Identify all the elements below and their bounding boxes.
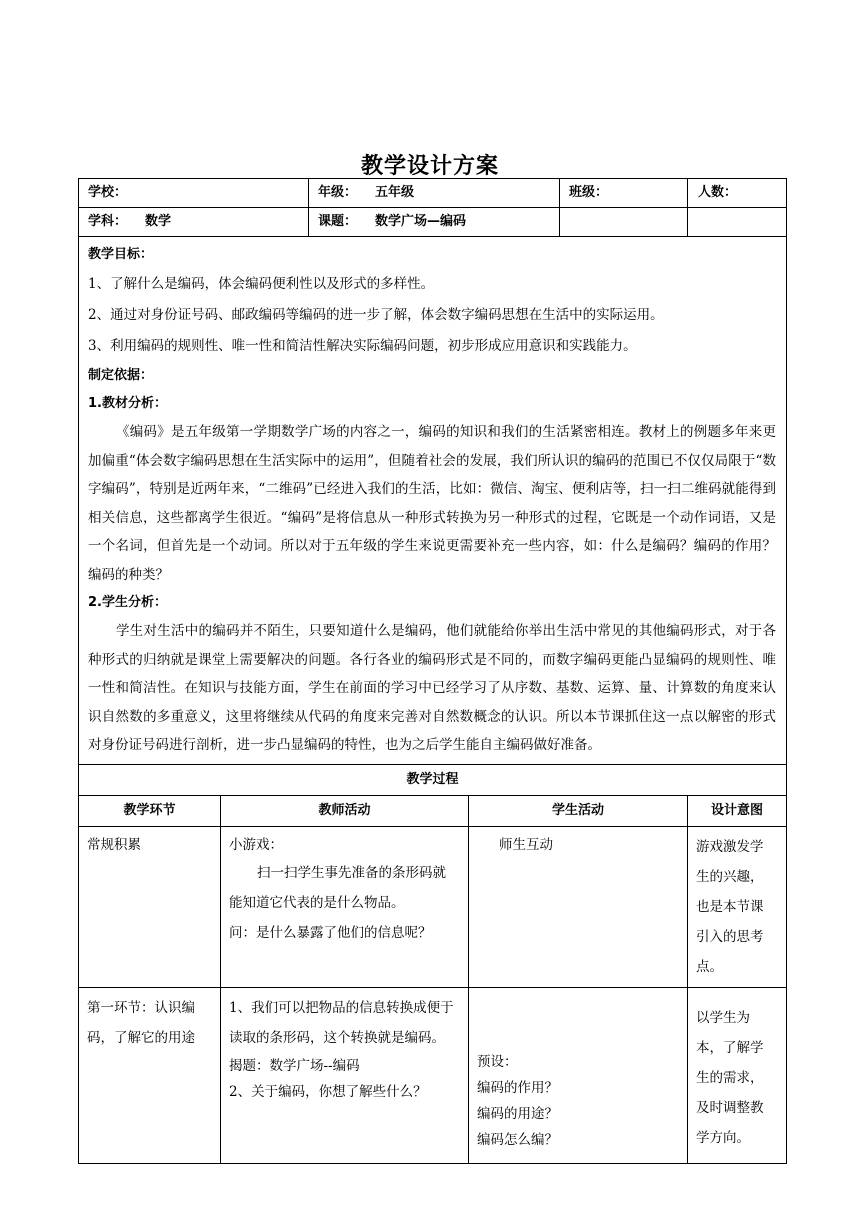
column-header-student: 学生活动 <box>469 795 688 826</box>
main-content-row <box>79 237 787 765</box>
count-cell <box>688 179 787 208</box>
teacher-activity-cell <box>221 826 469 987</box>
basis-heading: 制定依据： <box>88 368 154 383</box>
topic-label: 课题： <box>318 214 358 229</box>
subject-cell <box>79 208 309 237</box>
student-line: 预设： <box>477 1053 518 1070</box>
grade-value: 五年级 <box>375 185 415 200</box>
student-heading: 2.学生分析： <box>88 595 167 610</box>
column-header-intent: 设计意图 <box>688 795 787 826</box>
teacher-line: 扫一扫学生事先准备的条形码就能知道它代表的是什么物品。 <box>229 864 446 911</box>
student-line: 编码的作用？ <box>477 1079 559 1096</box>
class-label: 班级： <box>569 185 609 200</box>
lesson-plan-table <box>78 178 787 1164</box>
column-header-teacher: 教师活动 <box>221 795 469 826</box>
header-row-1 <box>79 179 787 208</box>
subject-label: 学科： <box>88 214 128 229</box>
process-row <box>79 987 787 1163</box>
grade-cell <box>309 179 560 208</box>
topic-value: 数学广场—编码 <box>375 214 467 229</box>
empty-cell-2 <box>688 208 787 237</box>
intent-cell: 以学生为本，了解学生的需求，及时调整教学方向。 <box>688 987 787 1163</box>
student-line: 师生互动 <box>499 836 554 853</box>
objective-item: 1、了解什么是编码，体会编码便利性以及形式的多样性。 <box>88 276 435 292</box>
count-label: 人数： <box>698 185 738 200</box>
teacher-line: 2、关于编码，你想了解些什么？ <box>229 1083 427 1100</box>
teacher-line: 1、我们可以把物品的信息转换成便于读取的条形码，这个转换就是编码。 <box>229 999 454 1046</box>
stage-cell: 第一环节：认识编码，了解它的用途 <box>79 987 221 1163</box>
subject-value: 数学 <box>145 214 172 229</box>
objective-item: 3、利用编码的规则性、唯一性和简洁性解决实际编码问题，初步形成应用意识和实践能力。 <box>88 338 637 354</box>
empty-cell-1 <box>560 208 688 237</box>
objective-item: 2、通过对身份证号码、邮政编码等编码的进一步了解，体会数字编码思想在生活中的实际运用。 <box>88 307 664 323</box>
objectives-heading: 教学目标： <box>88 247 154 262</box>
stage-cell: 常规积累 <box>79 826 221 987</box>
topic-cell <box>309 208 560 237</box>
teacher-line: 揭题：数学广场--编码 <box>229 1057 360 1074</box>
student-activity-cell <box>469 987 688 1163</box>
teacher-activity-cell <box>221 987 469 1163</box>
process-heading-row <box>79 764 787 795</box>
page-title: 教学设计方案 <box>360 154 499 179</box>
student-line: 编码的用途？ <box>477 1105 559 1122</box>
teacher-line: 问：是什么暴露了他们的信息呢？ <box>229 924 432 941</box>
student-activity-cell <box>469 826 688 987</box>
process-row <box>79 826 787 987</box>
main-content-cell <box>79 237 787 765</box>
header-row-2 <box>79 208 787 237</box>
student-analysis-text: 学生对生活中的编码并不陌生，只要知道什么是编码，他们就能给你举出生活中常见的其他编码形式，对于各种形式的归纳就是课堂上需要解决的问题。各行各业的编码形式是不同的，而数字编码更能凸显编码的规则性、唯一性和简洁性。在知识与技能方面，学生在前面的学习中已经学习了从序数、基数、运算、量、计算数的角度来认识自然数的多重意义，这里将继续从代码的角度来完善对自然数概念的认识。所以本节课抓住这一点以解密的形式对身份证号码进行剖析，进一步凸显编码的特性，也为之后学生能自主编码做好准备。 <box>88 623 777 753</box>
class-cell <box>560 179 688 208</box>
process-heading: 教学过程 <box>79 764 787 795</box>
school-cell <box>79 179 309 208</box>
student-line: 编码怎么编？ <box>477 1131 559 1148</box>
intent-cell: 游戏激发学生的兴趣，也是本节课引入的思考点。 <box>688 826 787 987</box>
column-header-stage: 教学环节 <box>79 795 221 826</box>
process-column-header-row <box>79 795 787 826</box>
grade-label: 年级： <box>318 185 358 200</box>
school-label: 学校： <box>88 185 128 200</box>
material-heading: 1.教材分析： <box>88 396 167 411</box>
material-analysis-text: 《编码》是五年级第一学期数学广场的内容之一，编码的知识和我们的生活紧密相连。教材上的例题多年来更加偏重“体会数字编码思想在生活实际中的运用”，但随着社会的发展，我们所认识的编码的范围已不仅仅局限于“数字编码”，特别是近两年来，“二维码”已经进入我们的生活，比如：微信、淘宝、便利店等，扫一扫二维码就能得到相关信息，这些都离学生很近。“编码”是将信息从一种形式转换为另一种形式的过程，它既是一个动作词语，又是一个名词，但首先是一个动词。所以对于五年级的学生来说更需要补充一些内容，如：什么是编码？编码的作用？编码的种类？ <box>88 424 777 583</box>
teacher-line: 小游戏： <box>229 836 283 853</box>
